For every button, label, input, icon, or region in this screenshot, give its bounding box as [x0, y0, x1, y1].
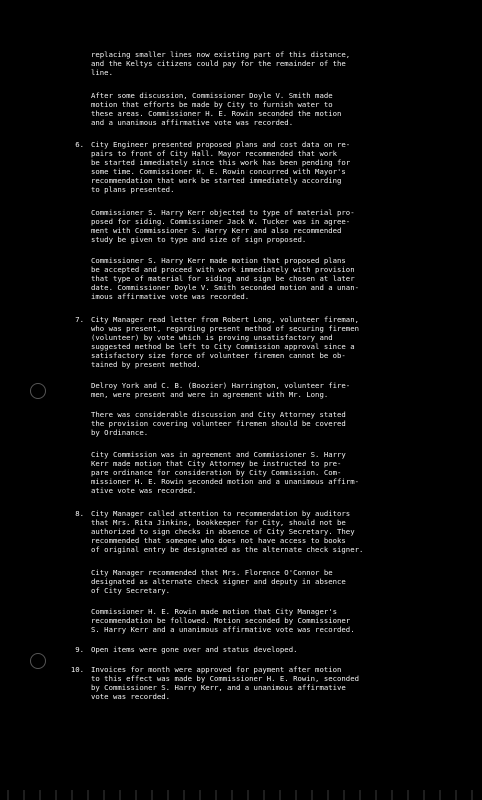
- item-number-6: 6.: [75, 140, 84, 149]
- item-number-10: 10.: [70, 665, 84, 674]
- punch-hole-mark: [30, 383, 46, 399]
- paragraph-invoices: Invoices for month were approved for payment after motion to this effect was made by Commissioner H. E. Rowin, seconded by Commissioner S. Harry Kerr, and a unanimous affirmative vote was recorded.: [91, 665, 359, 702]
- paragraph-open-items: Open items were gone over and status developed.: [91, 645, 298, 654]
- paragraph-siding-objection: Commissioner S. Harry Kerr objected to type of material pro- posed for siding. Commissioner Jack W. Tucker was in agree- ment with Commissioner S. Harry Kerr and also recommended study be given to type and size of sign proposed.: [91, 208, 355, 245]
- paragraph-water-motion: After some discussion, Commissioner Doyle V. Smith made motion that efforts be made by City to furnish water to these areas. Commissioner H. E. Rowin seconded the motion and a unanimous affirmative vote was recorded.: [91, 91, 342, 128]
- paragraph-city-hall-repairs: City Engineer presented proposed plans and cost data on re- pairs to front of City Hall. Mayor recommended that work be started immediately since this work has been pending for some time. Commissioner H. E. Rowin concurred with Mayor's recommendation that work be started immediately according to plans presented.: [91, 140, 351, 195]
- paragraph-signer-motion: Commissioner H. E. Rowin made motion that City Manager's recommendation be followed. Motion seconded by Commissioner S. Harry Kerr and a unanimous affirmative vote was recorded.: [91, 607, 355, 635]
- paragraph-ordinance-discussion: There was considerable discussion and City Attorney stated the provision covering volunteer firemen should be covered by Ordinance.: [91, 410, 346, 438]
- item-number-9: 9.: [75, 645, 84, 654]
- paragraph-auditors-recommendation: City Manager called attention to recommendation by auditors that Mrs. Rita Jinkins, bookkeeper for City, should not be authorized to sign checks in absence of City Secretary. They recommended that someone who does not have access to books of original entry be designated as the alternate check signer.: [91, 509, 364, 555]
- paragraph-volunteer-firemen: Delroy York and C. B. (Boozier) Harrington, volunteer fire- men, were present and were in agreement with Mr. Long.: [91, 381, 351, 400]
- punch-hole-mark: [30, 653, 46, 669]
- item-number-7: 7.: [75, 315, 84, 324]
- paragraph-water-line: replacing smaller lines now existing part of this distance, and the Keltys citizens could pay for the remainder of the line.: [91, 50, 351, 78]
- paragraph-alternate-signer: City Manager recommended that Mrs. Florence O'Connor be designated as alternate check signer and deputy in absence of City Secretary.: [91, 568, 346, 596]
- scan-edge-noise: [0, 790, 482, 800]
- paragraph-ordinance-motion: City Commission was in agreement and Commissioner S. Harry Kerr made motion that City Attorney be instructed to pre- pare ordinance for consideration by City Commission. Com- missioner H. E. Rowin seconded motion and a unanimous affirm- ative vote was recorded.: [91, 450, 359, 496]
- paragraph-plans-motion: Commissioner S. Harry Kerr made motion that proposed plans be accepted and proceed with work immediately with provision that type of material for siding and sign be chosen at later date. Commissioner Doyle V. Smith seconded motion and a unan- imous affirmative vote was recorded.: [91, 256, 359, 302]
- paragraph-fireman-letter: City Manager read letter from Robert Long, volunteer fireman, who was present, regarding present method of securing firemen (volunteer) by vote which is proving unsatisfactory and suggested method be left to City Commission approval since a satisfactory size force of volunteer firemen cannot be ob- tained by present method.: [91, 315, 359, 370]
- item-number-8: 8.: [75, 509, 84, 518]
